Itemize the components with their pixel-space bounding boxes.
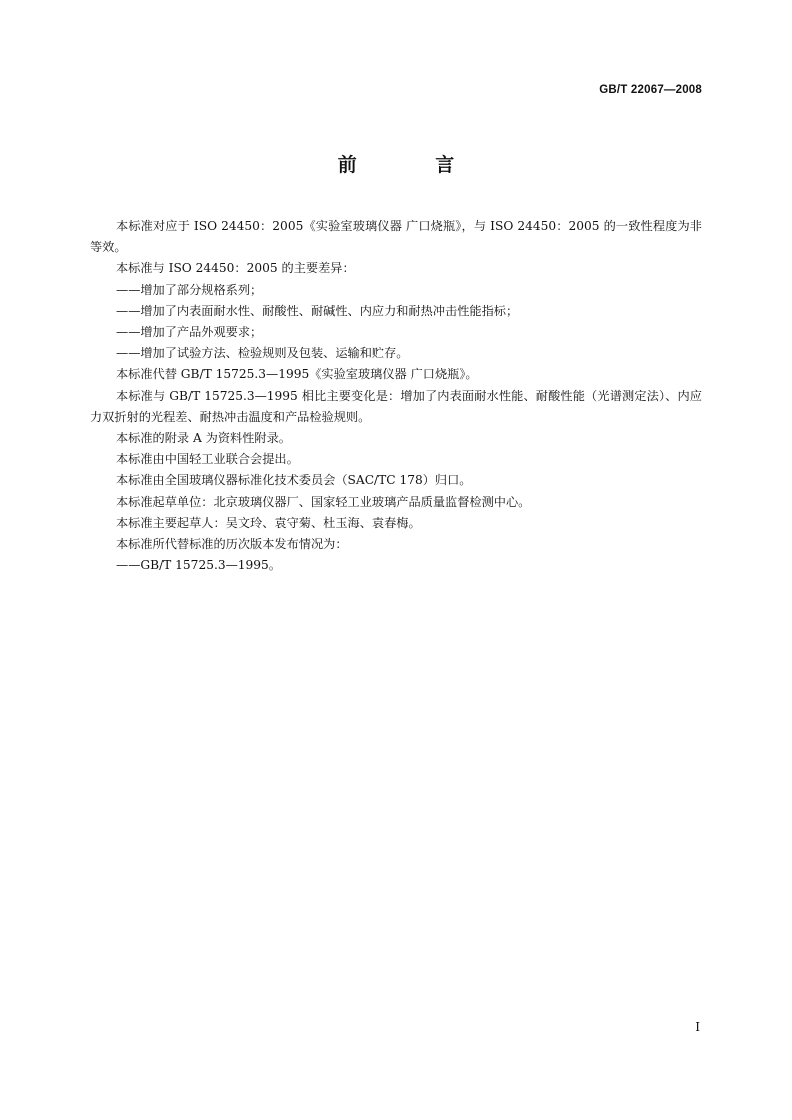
paragraph: 本标准与 GB/T 15725.3—1995 相比主要变化是：增加了内表面耐水性能、耐酸性能（光谱测定法）、内应力双折射的光程差、耐热冲击温度和产品检验规则。 <box>90 388 702 424</box>
list-item: ——增加了产品外观要求； <box>116 325 263 340</box>
paragraph: 本标准对应于 ISO 24450：2005《实验室玻璃仪器 广口烧瓶》，与 ISO 24450：2005 的一致性程度为非等效。 <box>90 219 702 255</box>
page-number: I <box>695 1020 700 1034</box>
paragraph: 本标准由中国轻工业联合会提出。 <box>116 452 299 467</box>
paragraph: 本标准代替 GB/T 15725.3—1995《实验室玻璃仪器 广口烧瓶》。 <box>116 367 478 382</box>
paragraph: 本标准主要起草人：吴文玲、袁守菊、杜玉海、袁春梅。 <box>116 515 421 530</box>
list-item: ——GB/T 15725.3—1995。 <box>116 558 281 573</box>
list-item: ——增加了部分规格系列； <box>116 282 263 297</box>
paragraph: 本标准与 ISO 24450：2005 的主要差异： <box>116 261 355 276</box>
list-item: ——增加了内表面耐水性、耐酸性、耐碱性、内应力和耐热冲击性能指标； <box>116 303 519 318</box>
paragraph: 本标准由全国玻璃仪器标准化技术委员会（SAC/TC 178）归口。 <box>116 473 472 488</box>
standard-code: GB/T 22067—2008 <box>599 84 702 96</box>
page-title: 前 言 <box>337 154 491 176</box>
paragraph: 本标准的附录 A 为资料性附录。 <box>116 431 291 446</box>
document-body <box>90 216 702 576</box>
paragraph: 本标准所代替标准的历次版本发布情况为： <box>116 537 348 552</box>
paragraph: 本标准起草单位：北京玻璃仪器厂、国家轻工业玻璃产品质量监督检测中心。 <box>116 494 531 509</box>
list-item: ——增加了试验方法、检验规则及包装、运输和贮存。 <box>116 346 409 361</box>
